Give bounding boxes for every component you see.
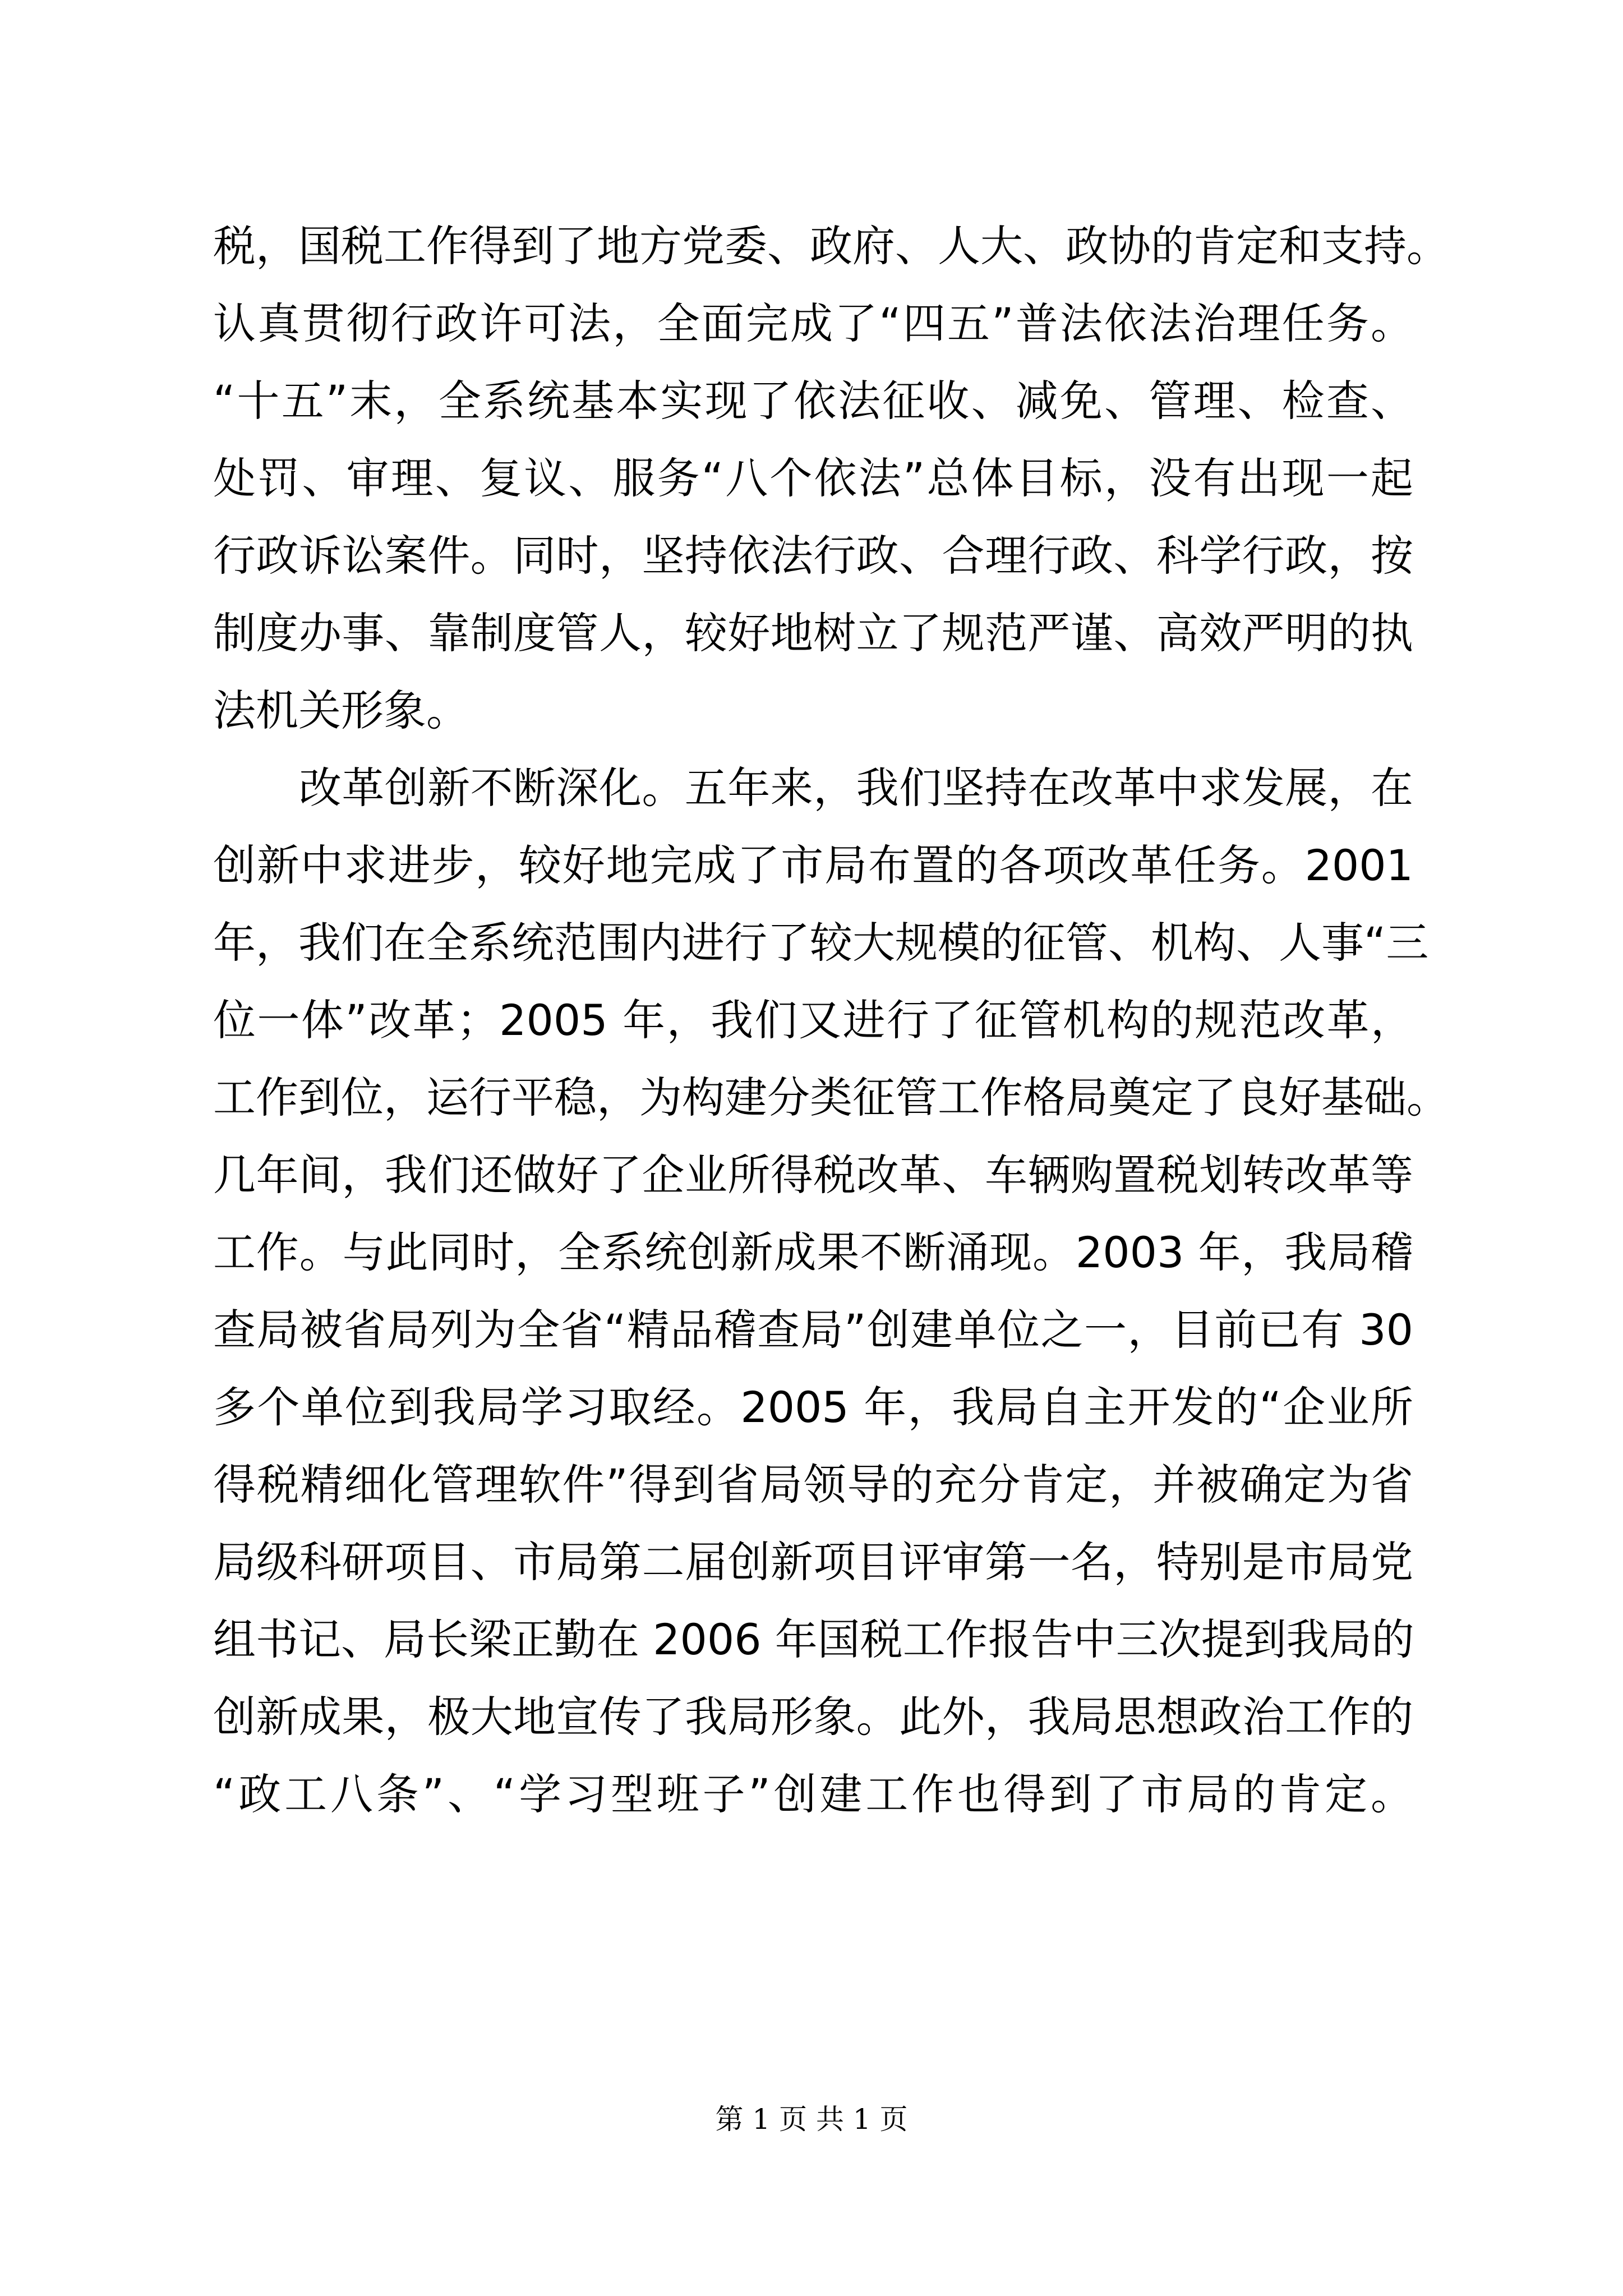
text-line: 处罚、审理、复议、服务“八个依法”总体目标，没有出现一起 xyxy=(213,453,1413,503)
text-line: 法机关形象。 xyxy=(213,685,469,735)
text-line: 组书记、局长梁正勤在 2006 年国税工作报告中三次提到我局的 xyxy=(213,1614,1414,1664)
text-line: 局级科研项目、市局第二届创新项目评审第一名，特别是市局党 xyxy=(213,1537,1413,1587)
text-line: 年，我们在全系统范围内进行了较大规模的征管、机构、人事“三 xyxy=(213,918,1429,968)
text-line: 创新中求进步，较好地完成了市局布置的各项改革任务。2001 xyxy=(213,840,1413,890)
text-line: 创新成果，极大地宣传了我局形象。此外，我局思想政治工作的 xyxy=(213,1692,1413,1742)
text-line: “政工八条”、“学习型班子”创建工作也得到了市局的肯定。 xyxy=(213,1769,1413,1819)
text-line: 认真贯彻行政许可法，全面完成了“四五”普法依法治理任务。 xyxy=(213,298,1413,348)
text-line: 制度办事、靠制度管人，较好地树立了规范严谨、高效严明的执 xyxy=(213,608,1413,658)
text-line: 税，国税工作得到了地方党委、政府、人大、政协的肯定和支持。 xyxy=(213,221,1449,271)
text-line: 多个单位到我局学习取经。2005 年，我局自主开发的“企业所 xyxy=(213,1382,1413,1432)
page-number-label: 第 1 页 共 1 页 xyxy=(715,2103,908,2136)
text-line: 位一体”改革；2005 年，我们又进行了征管机构的规范改革， xyxy=(213,995,1413,1045)
text-line: 得税精细化管理软件”得到省局领导的充分肯定，并被确定为省 xyxy=(213,1460,1413,1510)
body-text xyxy=(213,208,1449,1833)
text-line: “十五”末，全系统基本实现了依法征收、减免、管理、检查、 xyxy=(213,376,1413,426)
text-line: 改革创新不断深化。五年来，我们坚持在改革中求发展，在 xyxy=(213,763,1413,813)
text-line: 查局被省局列为全省“精品稽查局”创建单位之一，目前已有 30 xyxy=(213,1305,1413,1355)
text-line: 工作。与此同时，全系统创新成果不断涌现。2003 年，我局稽 xyxy=(213,1227,1413,1277)
text-line: 几年间，我们还做好了企业所得税改革、车辆购置税划转改革等 xyxy=(213,1150,1413,1200)
text-line: 行政诉讼案件。同时，坚持依法行政、合理行政、科学行政，按 xyxy=(213,531,1413,581)
page-footer xyxy=(0,2097,1623,2142)
text-line: 工作到位，运行平稳，为构建分类征管工作格局奠定了良好基础。 xyxy=(213,1073,1449,1122)
